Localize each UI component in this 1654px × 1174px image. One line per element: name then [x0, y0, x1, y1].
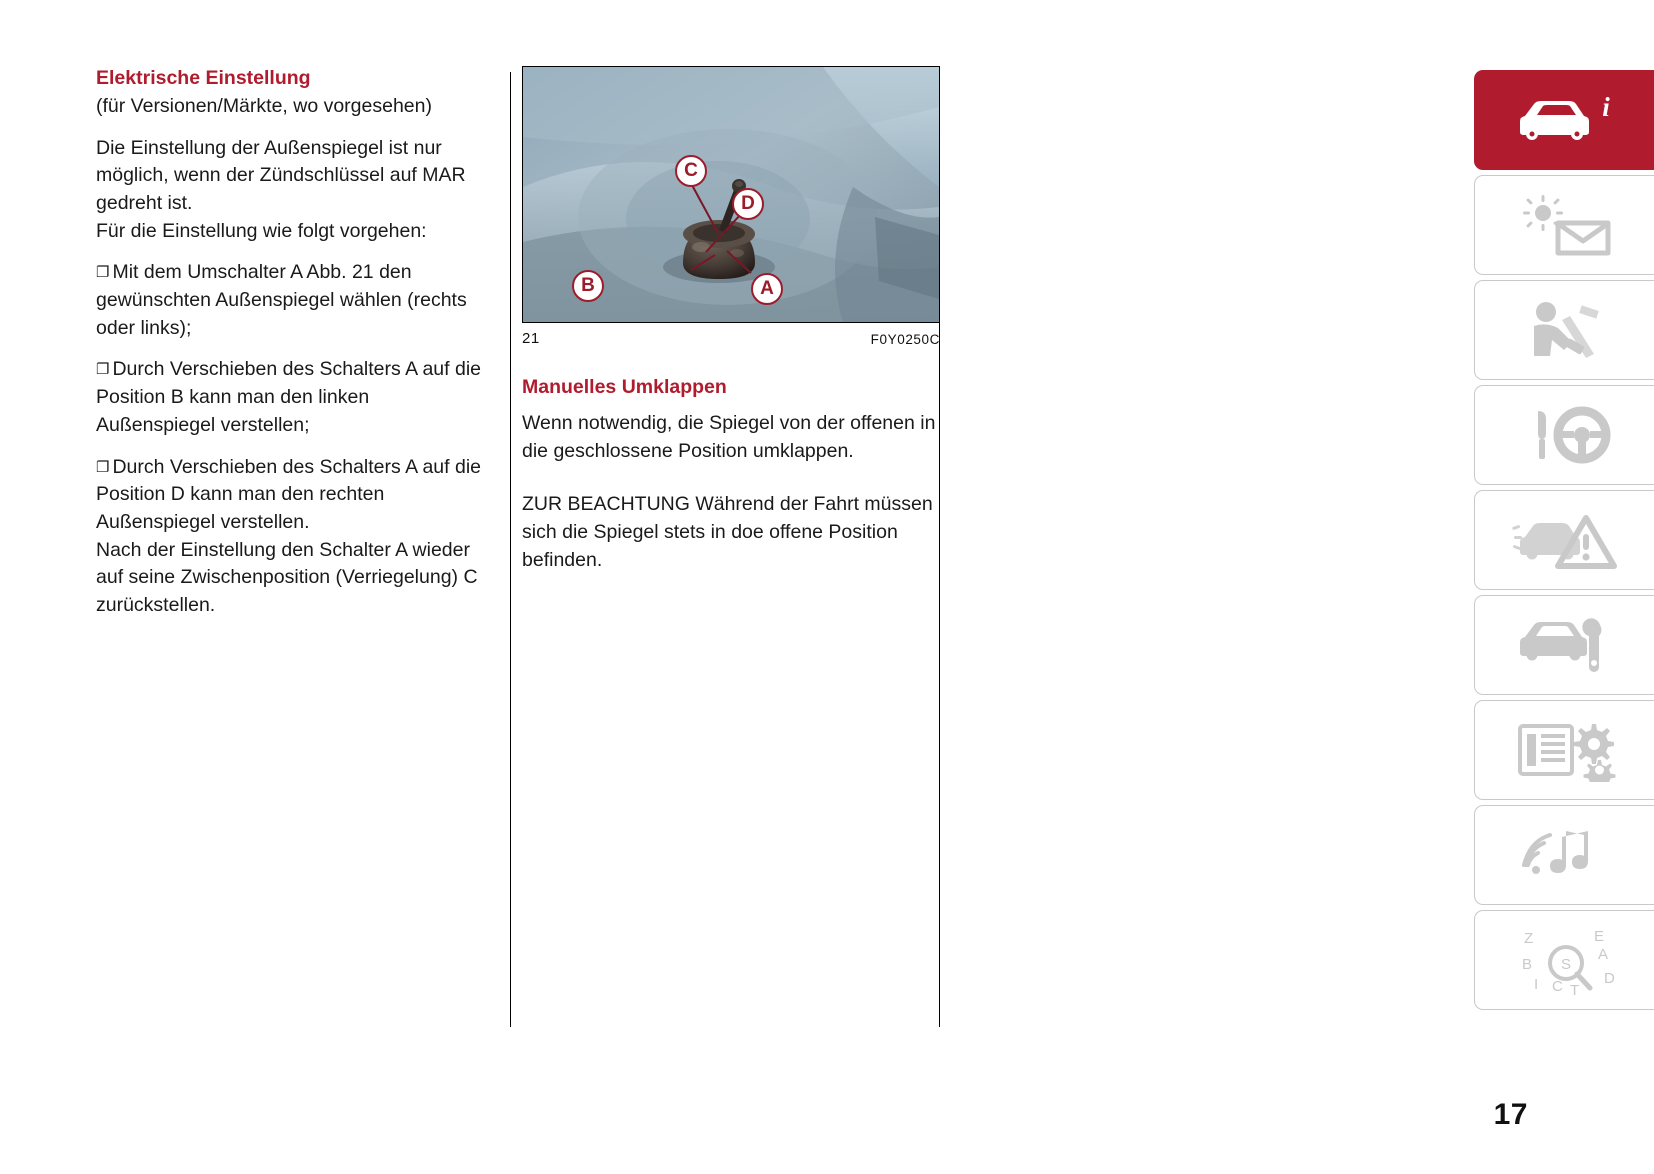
list-gear-icon [1510, 718, 1620, 782]
svg-text:I: I [1533, 976, 1538, 993]
car-wrench-icon [1510, 613, 1620, 677]
bullet-item-right-mirror [96, 454, 488, 537]
bullet-square-icon: ❐ [96, 264, 110, 282]
page-number: 17 [1493, 1098, 1528, 1131]
chapter-tab-rail [1474, 70, 1654, 1015]
figure-callout-a: A [751, 273, 783, 305]
bullet-text: Durch Verschieben des Schalters A auf die Position B kann man den linken Außenspiegel verstellen; [96, 358, 482, 436]
sidebar-item-starting-driving[interactable] [1474, 385, 1654, 485]
paragraph-ignition-requirement: Die Einstellung der Außenspiegel ist nur möglich, wenn der Zündschlüssel auf MAR gedreht ist. [96, 136, 466, 215]
figure-callout-c: C [675, 155, 707, 187]
left-text-column [96, 66, 488, 620]
figure-number: 21 [522, 330, 540, 347]
svg-text:Z: Z [1523, 930, 1533, 947]
bullet-square-icon: ❐ [96, 361, 110, 379]
sidebar-item-dashboard-info[interactable] [1474, 70, 1654, 170]
figure-callout-b: B [572, 270, 604, 302]
section-title-electric-adjustment: Elektrische Einstellung [96, 67, 311, 89]
warning-triangle-car-icon [1510, 508, 1620, 572]
seatbelt-person-icon [1510, 298, 1620, 362]
bullet-item-select-mirror [96, 259, 488, 342]
section-title-manual-folding: Manuelles Umklappen [522, 376, 727, 398]
figure-callout-d: D [732, 188, 764, 220]
paragraph-warning-driving: ZUR BEACHTUNG Während der Fahrt müssen sich die Spiegel stets in doe offene Position befinden. [522, 493, 933, 571]
steering-wheel-icon [1510, 403, 1620, 467]
svg-text:C: C [1551, 978, 1563, 995]
paragraph-reset-switch: Nach der Einstellung den Schalter A wieder auf seine Zwischenposition (Verriegelung) C zurückstellen. [96, 538, 478, 616]
bullet-text: Durch Verschieben des Schalters A auf die Position D kann man den rechten Außenspiegel verstellen. [96, 455, 482, 533]
svg-text:i: i [1601, 92, 1610, 122]
sidebar-item-multimedia[interactable] [1474, 805, 1654, 905]
svg-text:D: D [1603, 970, 1615, 987]
column-divider-left [510, 72, 511, 1027]
bullet-text: Mit dem Umschalter A Abb. 21 den gewünschten Außenspiegel wählen (rechts oder links); [96, 261, 467, 339]
svg-text:B: B [1521, 956, 1532, 973]
svg-text:A: A [1597, 946, 1608, 963]
sidebar-item-maintenance[interactable] [1474, 595, 1654, 695]
sidebar-item-lights-signals[interactable] [1474, 175, 1654, 275]
right-content-column [522, 66, 940, 574]
car-info-icon [1510, 88, 1620, 152]
sun-envelope-icon [1510, 193, 1620, 257]
figure-caption [522, 330, 940, 347]
bullet-item-left-mirror [96, 356, 488, 439]
sidebar-item-index[interactable] [1474, 910, 1654, 1010]
figure-code: F0Y0250C [870, 332, 940, 347]
sidebar-item-safety[interactable] [1474, 280, 1654, 380]
alphabetical-index-icon [1510, 925, 1620, 995]
svg-text:T: T [1569, 982, 1579, 995]
bullet-square-icon: ❐ [96, 458, 110, 476]
figure-mirror-switch [522, 66, 940, 323]
svg-text:S: S [1560, 956, 1571, 973]
section-subtitle: (für Versionen/Märkte, wo vorgesehen) [96, 94, 432, 117]
music-note-icon [1510, 823, 1620, 887]
sidebar-item-emergency[interactable] [1474, 490, 1654, 590]
paragraph-manual-folding: Wenn notwendig, die Spiegel von der offenen in die geschlossene Position umklappen. [522, 411, 936, 462]
sidebar-item-technical-data[interactable] [1474, 700, 1654, 800]
paragraph-procedure-intro: Für die Einstellung wie folgt vorgehen: [96, 219, 427, 242]
svg-text:E: E [1593, 928, 1604, 945]
